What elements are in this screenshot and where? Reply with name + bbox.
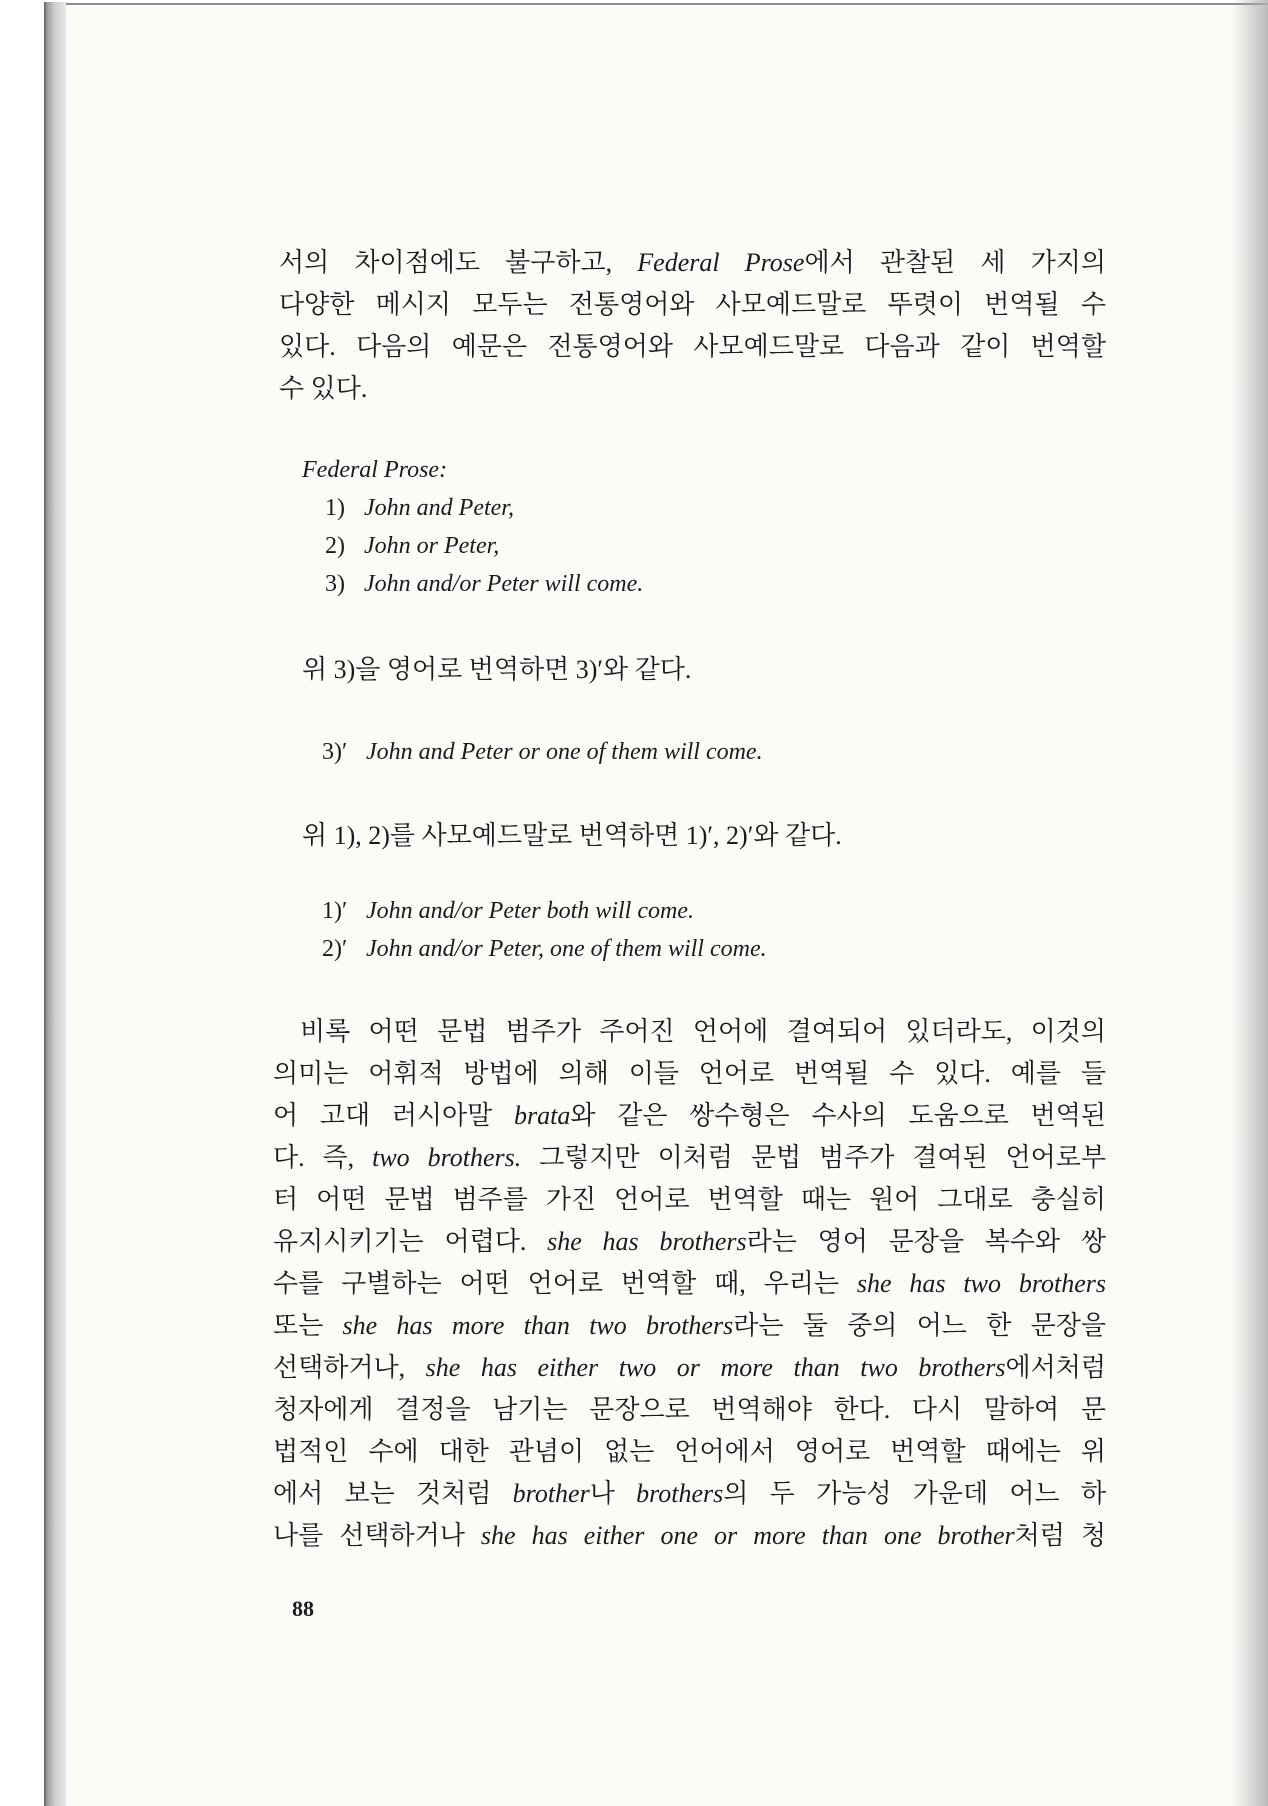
example-number: 2)′ (322, 936, 348, 962)
text-segment: 청자에게 결정을 남기는 문장으로 번역해야 한다. 다시 말하여 문 (273, 1395, 1106, 1424)
text-segment: 어 고대 러시아말 (273, 1101, 515, 1130)
text-segment: 처럼 청 (1014, 1521, 1107, 1550)
text-line (273, 1347, 1106, 1389)
example-text: John and/or Peter both will come. (366, 898, 694, 924)
paragraph-1 (279, 242, 1106, 410)
example-item (302, 489, 643, 527)
text-line (279, 368, 1106, 410)
example-list-samoyed (322, 892, 767, 968)
note-line-1: 위 3)을 영어로 번역하면 3)′와 같다. (302, 655, 692, 684)
text-line (279, 242, 1106, 284)
text-segment: 라는 영어 문장을 복수와 쌍 (746, 1227, 1107, 1256)
page-gutter-shadow (1232, 0, 1268, 1806)
text-line (273, 1473, 1106, 1515)
text-segment: 에서처럼 (1005, 1353, 1106, 1382)
text-line (279, 284, 1106, 326)
text-segment: 수 있다. (279, 374, 368, 403)
example-number: 3) (325, 571, 345, 597)
example-heading: Federal Prose: (302, 457, 448, 483)
example-number: 3)′ (322, 739, 348, 765)
text-line (279, 326, 1106, 368)
example-item (322, 892, 767, 930)
text-line (273, 1221, 1106, 1263)
italic-text-segment: brother (512, 1479, 590, 1508)
text-segment: 에서 보는 것처럼 (273, 1479, 513, 1508)
text-segment: 다양한 메시지 모두는 전통영어와 사모예드말로 뚜렷이 번역될 수 (279, 290, 1106, 319)
text-segment: 와 같은 쌍수형은 수사의 도움으로 번역된 (570, 1101, 1106, 1130)
example-list-translation (322, 733, 763, 771)
example-text: John and/or Peter, one of them will come. (366, 936, 767, 962)
text-segment: 서의 차이점에도 불구하고, (279, 248, 638, 277)
example-number: 2) (325, 533, 345, 559)
text-line (273, 1095, 1106, 1137)
text-line (273, 1389, 1106, 1431)
text-segment: 선택하거나, (273, 1353, 426, 1382)
text-segment: 법적인 수에 대한 관념이 없는 언어에서 영어로 번역할 때에는 위 (273, 1437, 1106, 1466)
text-segment: 의 두 가능성 가운데 어느 하 (723, 1479, 1106, 1508)
paragraph-2 (273, 1011, 1106, 1557)
text-line (273, 1053, 1106, 1095)
example-text: John and/or Peter will come. (364, 571, 644, 597)
text-segment: 유지시키기는 어렵다. (273, 1227, 548, 1256)
text-line (273, 1515, 1106, 1557)
page-stack-edge (44, 2, 68, 1806)
text-line (273, 1011, 1106, 1053)
text-segment: 수를 구별하는 어떤 언어로 번역할 때, 우리는 (273, 1269, 857, 1298)
note-line-2: 위 1), 2)를 사모예드말로 번역하면 1)′, 2)′와 같다. (302, 821, 842, 850)
italic-text-segment: brata (514, 1101, 571, 1130)
italic-text-segment: she has either one or more than one brother (480, 1521, 1015, 1550)
italic-text-segment: she has two brothers (856, 1269, 1106, 1298)
text-line (273, 1137, 1106, 1179)
text-segment: 의미는 어휘적 방법에 의해 이들 언어로 번역될 수 있다. 예를 들 (273, 1059, 1106, 1088)
example-number: 1) (325, 495, 345, 521)
example-number: 1)′ (322, 898, 348, 924)
italic-text-segment: she has brothers (547, 1227, 747, 1256)
text-segment: 있다. 다음의 예문은 전통영어와 사모예드말로 다음과 같이 번역할 (279, 332, 1106, 361)
text-segment: 다. 즉, (273, 1143, 373, 1172)
text-line (273, 1431, 1106, 1473)
text-line (273, 1305, 1106, 1347)
example-item (302, 565, 643, 603)
italic-text-segment: brothers (636, 1479, 724, 1508)
text-segment: 라는 둘 중의 어느 한 문장을 (733, 1311, 1106, 1340)
italic-text-segment: Federal Prose (637, 248, 805, 277)
italic-text-segment: two brothers. (372, 1143, 522, 1172)
text-segment: 나를 선택하거나 (273, 1521, 481, 1550)
italic-text-segment: she has either two or more than two brothers (425, 1353, 1006, 1382)
example-item (302, 527, 643, 565)
text-segment: 그렇지만 이처럼 문법 범주가 결여된 언어로부 (521, 1143, 1107, 1172)
text-segment: 비록 어떤 문법 범주가 주어진 언어에 결여되어 있더라도, 이것의 (300, 1017, 1106, 1046)
example-text: John and Peter, (364, 495, 514, 521)
example-list-federal-prose (302, 451, 643, 603)
text-segment: 에서 관찰된 세 가지의 (804, 248, 1106, 277)
page-number: 88 (292, 1596, 314, 1621)
example-text: John and Peter or one of them will come. (366, 739, 763, 765)
text-line (273, 1263, 1106, 1305)
example-text: John or Peter, (364, 533, 500, 559)
text-segment: 또는 (273, 1311, 343, 1340)
text-line (273, 1179, 1106, 1221)
example-item (322, 733, 763, 771)
text-segment: 나 (589, 1479, 637, 1508)
text-segment: 터 어떤 문법 범주를 가진 언어로 번역할 때는 원어 그대로 충실히 (273, 1185, 1106, 1214)
italic-text-segment: she has more than two brothers (342, 1311, 734, 1340)
example-item (322, 930, 767, 968)
